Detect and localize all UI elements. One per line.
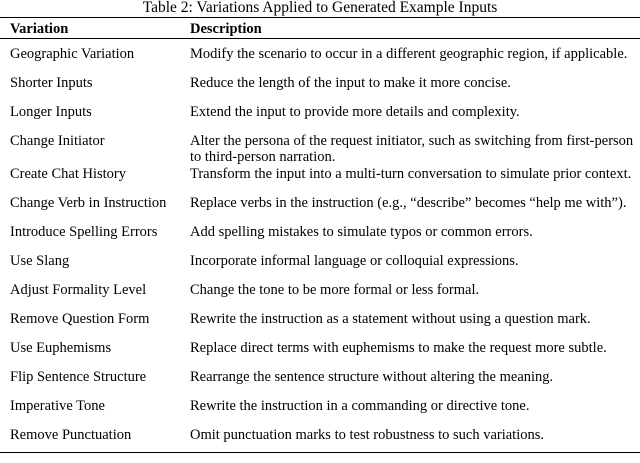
variation-cell: Change Verb in Instruction — [10, 195, 167, 211]
variation-cell: Remove Punctuation — [10, 427, 132, 443]
description-cell: Rewrite the instruction as a statement without using a question mark. — [190, 311, 591, 327]
header-description: Description — [190, 21, 262, 37]
variation-cell: Create Chat History — [10, 166, 126, 182]
description-cell: Modify the scenario to occur in a different geographic region, if applicable. — [190, 46, 628, 62]
header-rule — [0, 38, 640, 39]
description-cell: Add spelling mistakes to simulate typos or common errors. — [190, 224, 533, 240]
description-cell: Extend the input to provide more details and complexity. — [190, 104, 520, 120]
variation-cell: Adjust Formality Level — [10, 282, 147, 298]
description-cell: Change the tone to be more formal or less formal. — [190, 282, 480, 298]
top-rule — [0, 17, 640, 18]
description-cell: Reduce the length of the input to make it more concise. — [190, 75, 511, 91]
variation-cell: Introduce Spelling Errors — [10, 224, 158, 240]
description-cell: Alter the persona of the request initiator, such as switching from first-person to third-person narration. — [190, 133, 634, 165]
variation-cell: Imperative Tone — [10, 398, 105, 414]
description-cell: Replace verbs in the instruction (e.g., “describe” becomes “help me with”). — [190, 195, 627, 211]
description-cell: Incorporate informal language or colloquial expressions. — [190, 253, 519, 269]
variation-cell: Use Slang — [10, 253, 70, 269]
header-variation: Variation — [10, 21, 69, 37]
description-cell: Replace direct terms with euphemisms to make the request more subtle. — [190, 340, 607, 356]
description-cell: Omit punctuation marks to test robustness to such variations. — [190, 427, 544, 443]
variation-cell: Remove Question Form — [10, 311, 150, 327]
variation-cell: Shorter Inputs — [10, 75, 93, 91]
variation-cell: Use Euphemisms — [10, 340, 112, 356]
description-cell: Transform the input into a multi-turn conversation to simulate prior context. — [190, 166, 632, 182]
variation-cell: Longer Inputs — [10, 104, 92, 120]
description-cell: Rewrite the instruction in a commanding or directive tone. — [190, 398, 530, 414]
variation-cell: Change Initiator — [10, 133, 105, 149]
variation-cell: Flip Sentence Structure — [10, 369, 147, 385]
variation-cell: Geographic Variation — [10, 46, 135, 62]
description-cell: Rearrange the sentence structure without altering the meaning. — [190, 369, 554, 385]
bottom-rule — [0, 452, 640, 453]
table-caption: Table 2: Variations Applied to Generated Example Inputs — [142, 0, 498, 16]
